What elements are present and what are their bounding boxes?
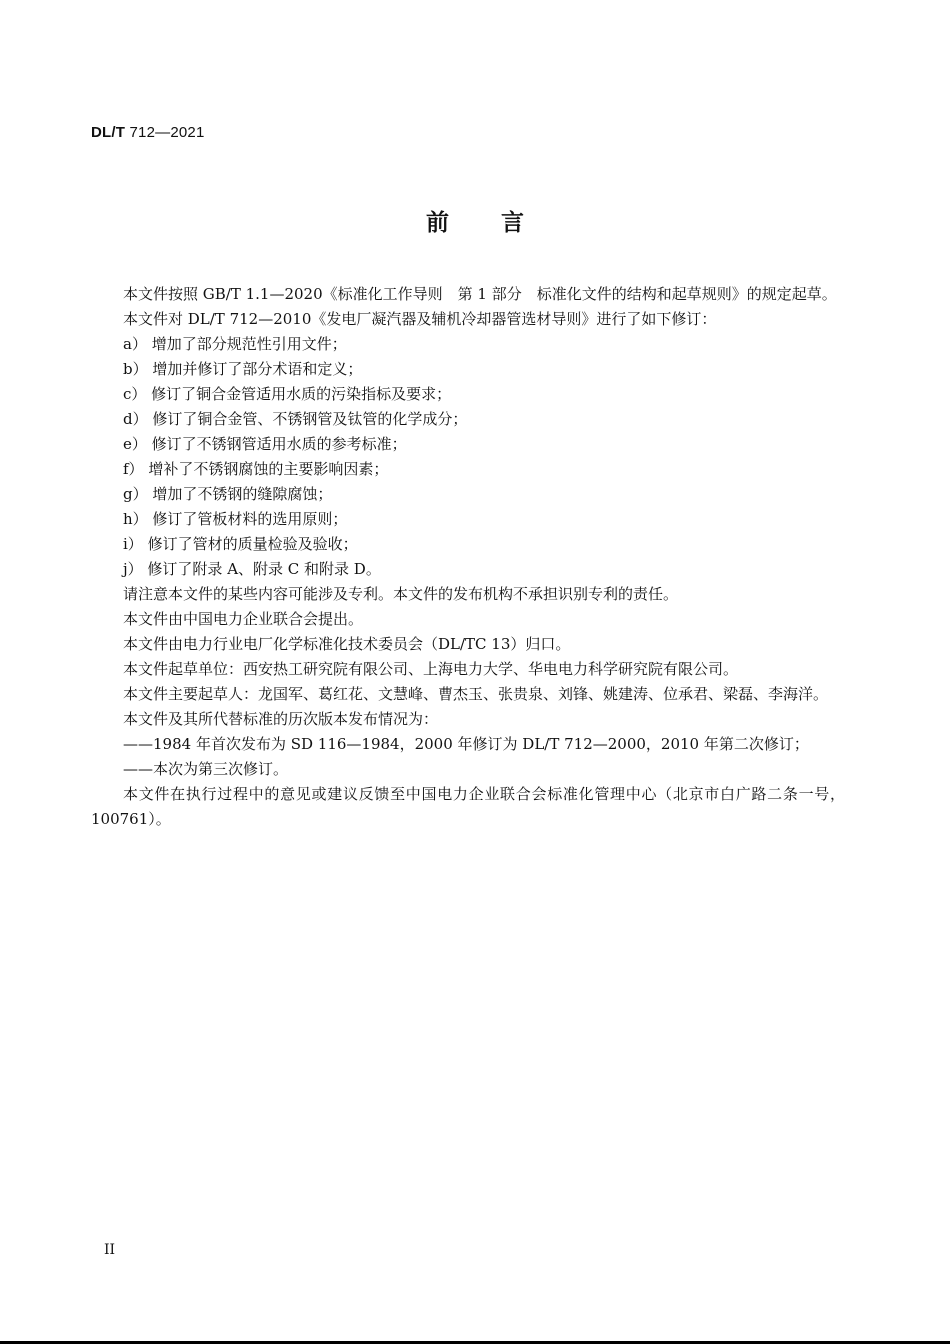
document-code-number: 712—2021 <box>125 124 205 141</box>
revision-item-i: i） 修订了管材的质量检验及验收； <box>123 535 358 553</box>
document-code-prefix: DL/T <box>91 124 126 141</box>
history-intro: 本文件及其所代替标准的历次版本发布情况为： <box>123 710 439 728</box>
page-title: 前言 <box>426 210 576 236</box>
history-item: ——本次为第三次修订。 <box>123 760 289 778</box>
feedback-statement: 本文件在执行过程中的意见或建议反馈至中国电力企业联合会标准化管理中心（北京市白广路二条一号，100761）。 <box>91 785 845 828</box>
paragraph-revision-intro: 本文件对 DL/T 712—2010《发电厂凝汽器及辅机冷却器管选材导则》进行了如下修订： <box>123 310 717 328</box>
revision-item-b: b） 增加并修订了部分术语和定义； <box>123 360 363 378</box>
history-item: ——1984 年首次发布为 SD 116—1984，2000 年修订为 DL/T 712—2000，2010 年第二次修订； <box>123 735 809 753</box>
revision-item-g: g） 增加了不锈钢的缝隙腐蚀； <box>123 485 333 503</box>
paragraph-drafting-basis: 本文件按照 GB/T 1.1—2020《标准化工作导则 第 1 部分 标准化文件的结构和起草规则》的规定起草。 <box>123 285 837 303</box>
revision-item-j: j） 修订了附录 A、附录 C 和附录 D。 <box>123 560 381 578</box>
revision-item-h: h） 修订了管板材料的选用原则； <box>123 510 348 528</box>
revision-item-d: d） 修订了铜合金管、不锈钢管及钛管的化学成分； <box>123 410 468 428</box>
drafting-units: 本文件起草单位：西安热工研究院有限公司、上海电力大学、华电电力科学研究院有限公司。 <box>123 660 739 678</box>
drafters: 本文件主要起草人：龙国军、葛红花、文慧峰、曹杰玉、张贵泉、刘锋、姚建涛、位承君、梁磊、李海洋。 <box>123 685 829 703</box>
page-number: II <box>104 1242 116 1258</box>
revision-item-a: a） 增加了部分规范性引用文件； <box>123 335 347 353</box>
revision-item-e: e） 修订了不锈钢管适用水质的参考标准； <box>123 435 407 453</box>
foreword-body <box>91 282 845 832</box>
revision-item-f: f） 增补了不锈钢腐蚀的主要影响因素； <box>123 460 389 478</box>
revision-item-c: c） 修订了铜合金管适用水质的污染指标及要求； <box>123 385 452 403</box>
patent-statement: 请注意本文件的某些内容可能涉及专利。本文件的发布机构不承担识别专利的责任。 <box>123 585 679 603</box>
administrator-statement: 本文件由电力行业电厂化学标准化技术委员会（DL/TC 13）归口。 <box>123 635 571 653</box>
document-code <box>91 124 205 141</box>
proposer-statement: 本文件由中国电力企业联合会提出。 <box>123 610 364 628</box>
